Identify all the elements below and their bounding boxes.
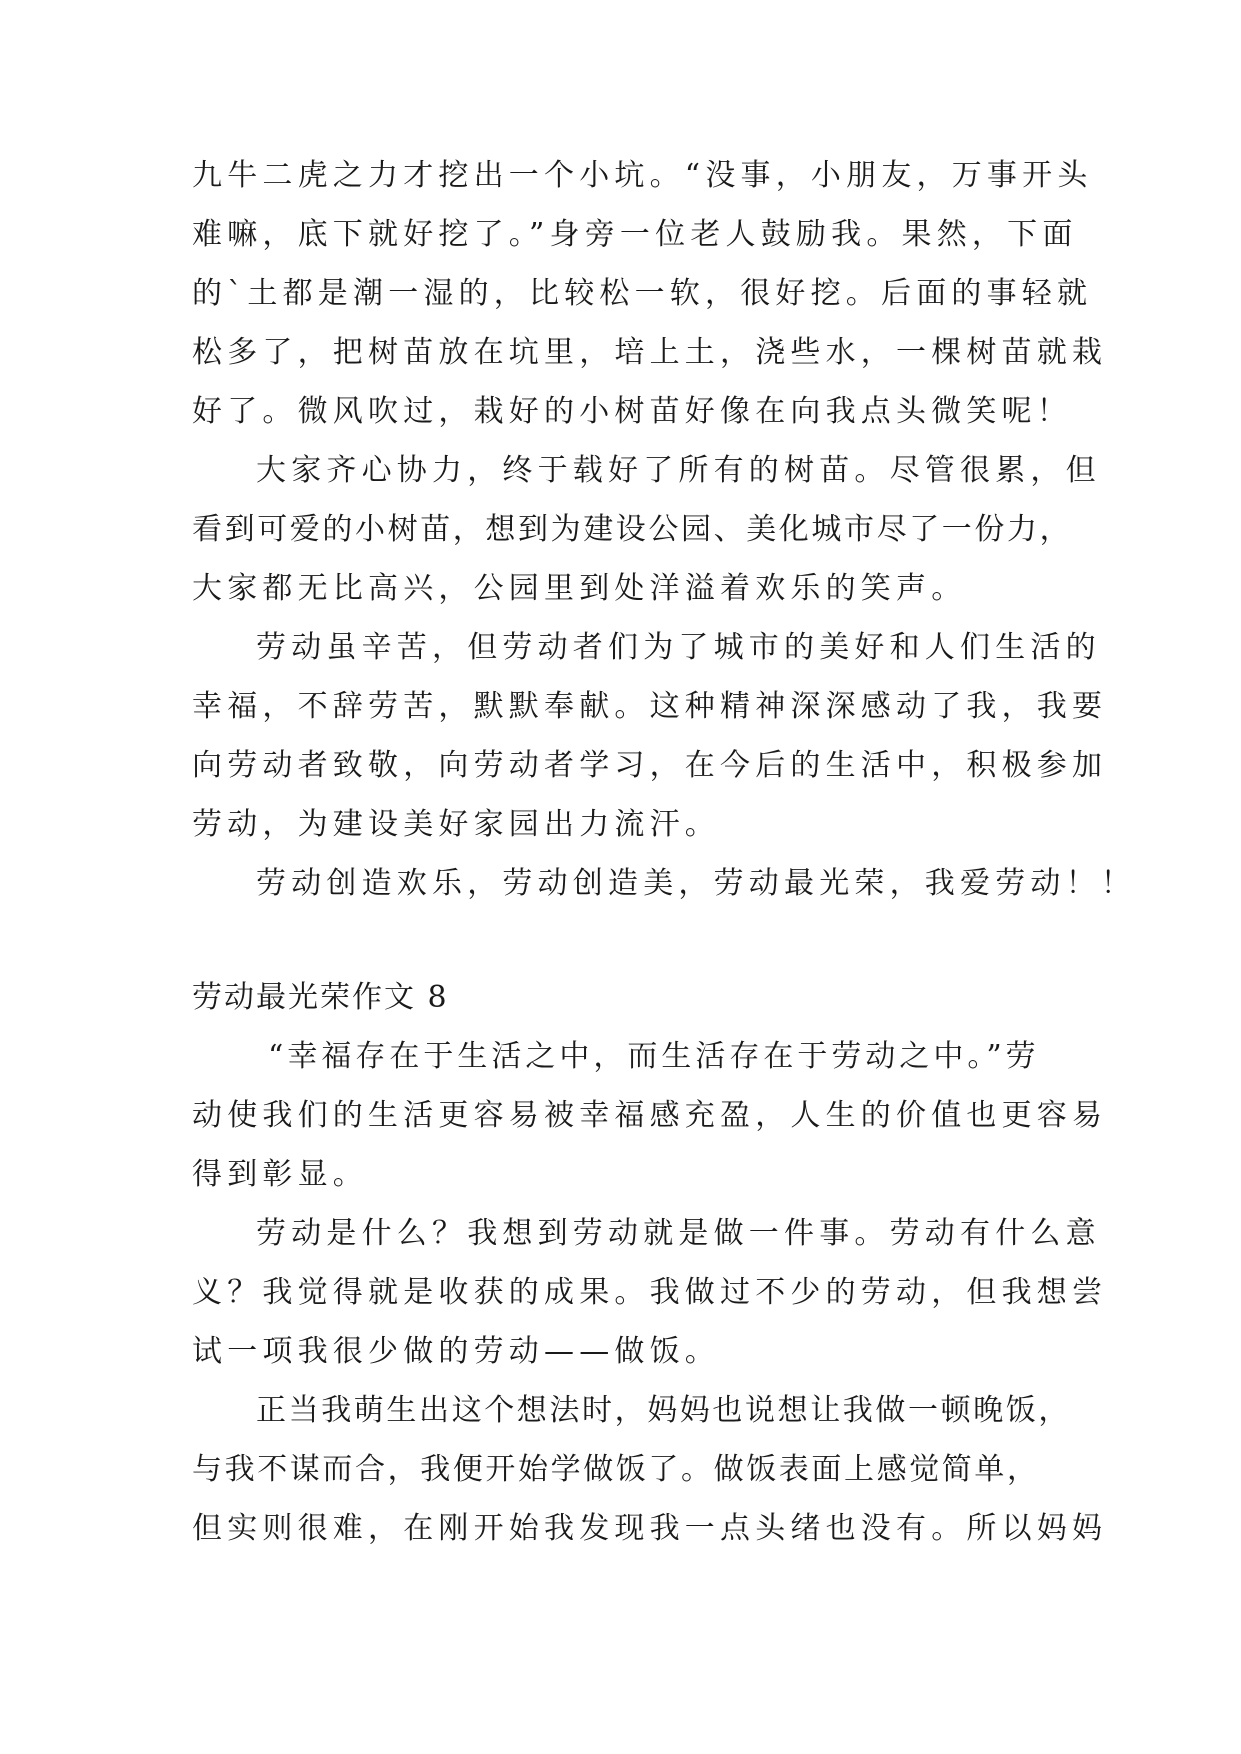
paragraph-first-line: 劳动虽辛苦，但劳动者们为了城市的美好和人们生活的 — [256, 630, 1101, 665]
text-line: 难嘛，底下就好挖了。”身旁一位老人鼓励我。果然，下面 — [192, 217, 1078, 252]
text-line: 的`土都是潮一湿的，比较松一软，很好挖。后面的事轻就 — [192, 276, 1093, 311]
paragraph-first-line: 大家齐心协力，终于载好了所有的树苗。尽管很累，但 — [256, 453, 1101, 488]
text-line: 幸福，不辞劳苦，默默奉献。这种精神深深感动了我，我要 — [192, 689, 1108, 724]
section-heading: 劳动最光荣作文 8 — [192, 980, 449, 1015]
paragraph-first-line: 劳动创造欢乐，劳动创造美，劳动最光荣，我爱劳动！！ — [256, 866, 1136, 901]
paragraph-first-line: 正当我萌生出这个想法时，妈妈也说想让我做一顿晚饭， — [256, 1393, 1071, 1428]
text-line: 好了。微风吹过，栽好的小树苗好像在向我点头微笑呢！ — [192, 394, 1072, 429]
text-line: 义？我觉得就是收获的成果。我做过不少的劳动，但我想尝 — [192, 1275, 1108, 1310]
text-line: 动使我们的生活更容易被幸福感充盈，人生的价值也更容易 — [192, 1098, 1108, 1133]
text-line: 得到彰显。 — [192, 1157, 368, 1192]
text-line: 但实则很难，在刚开始我发现我一点头绪也没有。所以妈妈 — [192, 1511, 1108, 1546]
text-line: 看到可爱的小树苗，想到为建设公园、美化城市尽了一份力， — [192, 512, 1073, 547]
paragraph-first-line: 劳动是什么？我想到劳动就是做一件事。劳动有什么意 — [256, 1216, 1101, 1251]
text-line: 劳动，为建设美好家园出力流汗。 — [192, 807, 720, 842]
text-line: 大家都无比高兴，公园里到处洋溢着欢乐的笑声。 — [192, 571, 967, 606]
text-line: 试一项我很少做的劳动——做饭。 — [192, 1334, 720, 1369]
text-line: 松多了，把树苗放在坑里，培上土，浇些水，一棵树苗就栽 — [192, 335, 1108, 370]
text-line: 与我不谋而合，我便开始学做饭了。做饭表面上感觉简单， — [192, 1452, 1040, 1487]
text-line: 向劳动者致敬，向劳动者学习，在今后的生活中，积极参加 — [192, 748, 1108, 783]
paragraph-first-line: “幸福存在于生活之中，而生活存在于劳动之中。”劳 — [268, 1039, 1040, 1074]
text-line: 九牛二虎之力才挖出一个小坑。“没事，小朋友，万事开头 — [192, 158, 1093, 193]
